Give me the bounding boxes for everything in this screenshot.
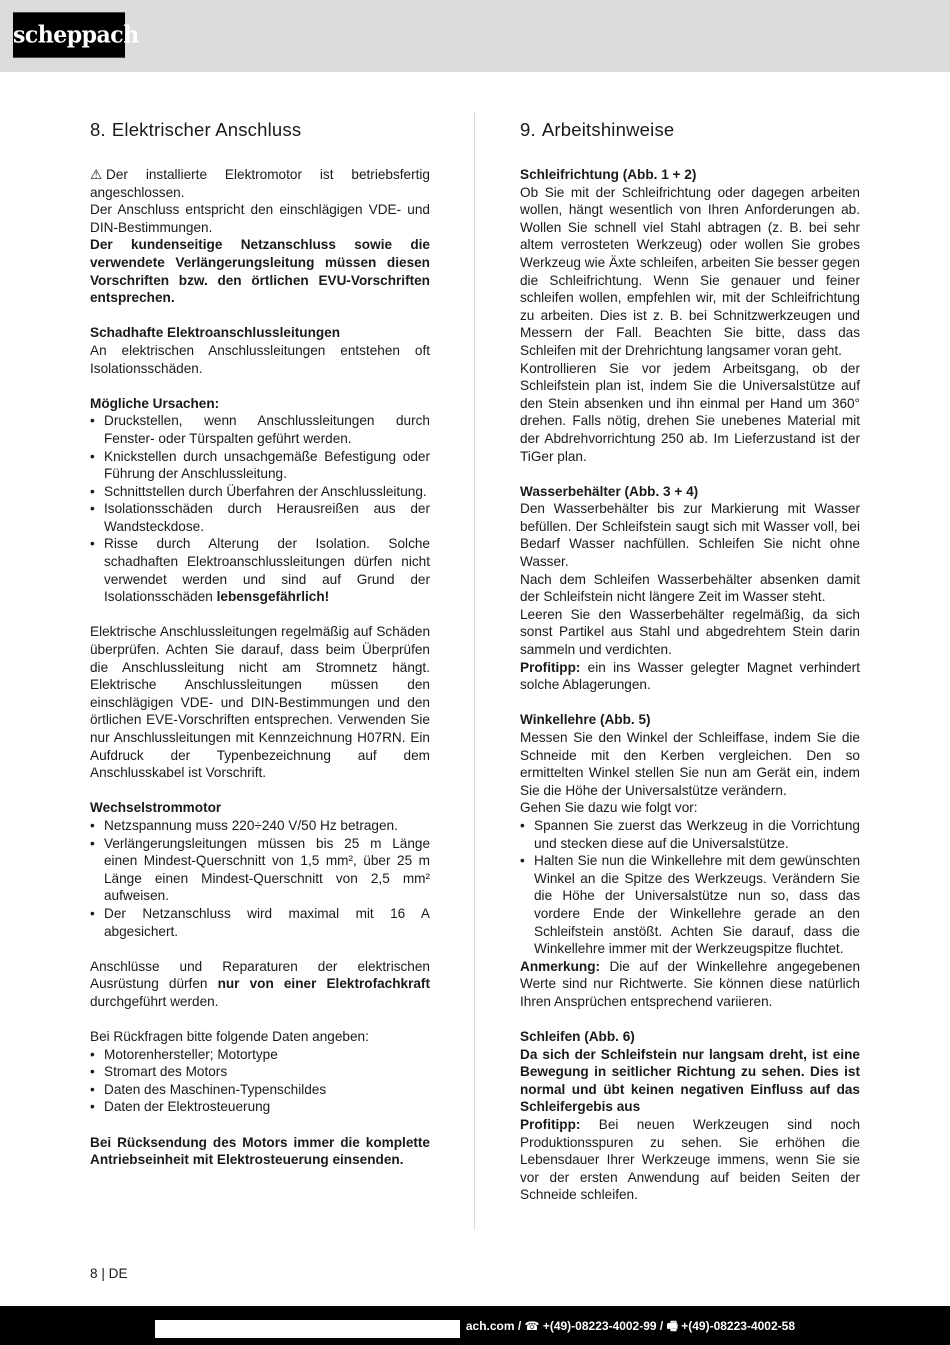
paragraph-angle-steps-intro: Gehen Sie dazu wie folgt vor: bbox=[520, 800, 698, 816]
contact-info: ach.com / ☎ +(49)-08223-4002-99 / 🖷 +(49)-08223-4002-58 bbox=[465, 1319, 795, 1333]
page-number: 8 | DE bbox=[90, 1266, 128, 1281]
paragraph-control-stone: Kontrollieren Sie vor jedem Arbeitsgang, ob der Schleifstein plan ist, indem Sie die Universalstütze auf den Stein absenken und ihn einmal per Hand um 360° drehen. Falls nötig, drehen Sie unebenes Material mit der Abdrehvorrichtung 250 ab. Im Lieferzustand ist der TiGer plan. bbox=[520, 360, 860, 464]
list-item: • Spannen Sie zuerst das Werkzeug in die Vorrichtung und stecken diese auf die Universalstütze. bbox=[520, 817, 860, 852]
heading-angle-gauge: Winkellehre (Abb. 5) bbox=[520, 712, 651, 728]
list-item: • Daten der Elektrosteuerung bbox=[90, 1098, 430, 1116]
angle-steps-list bbox=[520, 817, 860, 958]
list-item: • Risse durch Alterung der Isolation. Solche schadhaften Elektroanschlussleitungen dürfen nicht verwendet werden und sind auf Grund der Isolationsschäden lebensgefährlich! bbox=[90, 535, 430, 605]
list-item: • Netzspannung muss 220÷240 V/50 Hz betragen. bbox=[90, 817, 430, 835]
list-item: • Halten Sie nun die Winkellehre mit dem gewünschten Winkel an die Spitze des Werkzeugs. Verändern Sie die Höhe der Universalstütze nun so, dass das vordere Ende der Winkellehre gerade an den Schleifstein anstößt. Achten Sie darauf, dass die Winkellehre immer mit der Werkzeugspitze fluchtet. bbox=[520, 852, 860, 958]
list-item: • Verlängerungsleitungen müssen bis 25 m Länge einen Mindest-Querschnitt von 1,5 mm², über 25 m Länge einen Mindest-Querschnitt von 2,5 mm² aufweisen. bbox=[90, 835, 430, 905]
list-item: • Der Netzanschluss wird maximal mit 16 A abgesichert. bbox=[90, 905, 430, 940]
list-item: • Motorenhersteller; Motortype bbox=[90, 1046, 430, 1064]
column-divider bbox=[474, 112, 475, 1230]
paragraph-repairs: Anschlüsse und Reparaturen der elektrischen Ausrüstung dürfen nur von einer Elektrofachkraft durchgeführt werden. bbox=[90, 958, 430, 1009]
list-item: • Knickstellen durch unsachgemäße Befestigung oder Führung der Anschlussleitung. bbox=[90, 448, 430, 483]
paragraph-queries: Bei Rückfragen bitte folgende Daten angeben: bbox=[90, 1029, 369, 1045]
list-item: • Schnittstellen durch Überfahren der Anschlussleitung. bbox=[90, 483, 430, 501]
paragraph-damaged-cables: An elektrischen Anschlussleitungen entstehen oft Isolationsschäden. bbox=[90, 342, 430, 376]
heading-ac-motor: Wechselstrommotor bbox=[90, 800, 222, 816]
paragraph-motor-return: Bei Rücksendung des Motors immer die komplette Antriebseinheit mit Elektrosteuerung einsenden. bbox=[90, 1134, 430, 1168]
section-title-work-instructions: 9. Arbeitshinweise bbox=[520, 119, 675, 140]
heading-damaged-cables: Schadhafte Elektroanschlussleitungen bbox=[90, 325, 341, 341]
paragraph-water-fill: Den Wasserbehälter bis zur Markierung mit Wasser befüllen. Der Schleifstein saugt sich mit Wasser voll, bei Bedarf Wasser nachfüllen. Schleifen Sie nicht ohne Wasser. bbox=[520, 501, 860, 570]
paragraph-vde: Der Anschluss entspricht den einschlägigen VDE- und DIN-Bestimmungen. bbox=[90, 202, 430, 235]
heading-grinding-direction: Schleifrichtung (Abb. 1 + 2) bbox=[520, 167, 697, 182]
paragraph-water-tip: Profitipp: ein ins Wasser gelegter Magnet verhindert solche Ablagerungen. bbox=[520, 659, 860, 693]
paragraph-check-cables: Elektrische Anschlussleitungen regelmäßig auf Schäden überprüfen. Achten Sie darauf, dass beim Überprüfen die Anschlussleitung nicht am Stromnetz hängt. Elektrische Anschlussleitungen müssen den einschlägigen VDE- und DIN-Bestimmungen und den örtlichen EVE-Vorschriften entsprechen. Verwenden Sie nur Anschlussleitungen mit Kennzeichnung H07RN. Ein Aufdruck der Typenbezeichnung auf dem Anschlusskabel ist Vorschrift. bbox=[90, 624, 430, 781]
paragraph-water-empty: Leeren Sie den Wasserbehälter regelmäßig, da sich sonst Partikel aus Stahl und abgedrehtem Stein darin sammeln und verdichten. bbox=[520, 606, 860, 658]
header-bar bbox=[0, 0, 950, 72]
list-item: • Druckstellen, wenn Anschlussleitungen durch Fenster- oder Türspalten geführt werden. bbox=[90, 412, 430, 447]
section-electrical bbox=[90, 118, 430, 1169]
paragraph-water-lower: Nach dem Schleifen Wasserbehälter absenken damit der Schleifstein nicht längere Zeit im Wasser steht. bbox=[520, 571, 860, 605]
motor-list bbox=[90, 817, 430, 940]
section-title-electrical: 8. Elektrischer Anschluss bbox=[90, 119, 302, 140]
heading-grinding: Schleifen (Abb. 6) bbox=[520, 1029, 635, 1045]
causes-list bbox=[90, 412, 430, 606]
section-work-instructions bbox=[520, 118, 860, 1204]
paragraph-grinding-bold: Da sich der Schleifstein nur langsam dreht, ist eine Bewegung in seitlicher Richtung zu sehen. Dies ist normal und übt keinen negativen Einfluss auf das Schleifergebis aus bbox=[520, 1046, 860, 1115]
paragraph-note: Anmerkung: Die auf der Winkellehre angegebenen Werte sind nur Richtwerte. Sie können diese natürlich Ihren Ansprüchen entsprechend variieren. bbox=[520, 958, 861, 1009]
queries-list bbox=[90, 1046, 430, 1116]
paragraph-regulations: Der kundenseitige Netzanschluss sowie die verwendete Verlängerungsleitung müssen diesen Vorschriften bzw. den örtlichen EVU-Vorschriften entsprechen. bbox=[90, 237, 430, 306]
scheppach-logo: scheppach bbox=[13, 12, 125, 57]
paragraph-angle-gauge: Messen Sie den Winkel der Schleiffase, indem Sie die Schneide mit den Kerben vergleichen. Den so ermittelten Winkel stellen Sie nun am Gerät ein, indem Sie die Höhe der Universalstütze verändern. bbox=[520, 730, 860, 798]
warning-triangle-icon: ⚠ bbox=[90, 167, 103, 182]
list-item: • Daten des Maschinen-Typenschildes bbox=[90, 1081, 430, 1099]
paragraph-grinding-direction: Ob Sie mit der Schleifrichtung oder dagegen arbeiten wollen, hängt wesentlich von Ihren Anforderungen ab. Wollen Sie schnell viel Stahl abtragen (z. B. bei sehr altem verrosteten Werkzeug) oder wollen Sie grobes Werkzeug wie Äxte schleifen, arbeiten Sie besser gegen die Schleifrichtung. Wenn Sie genauer und feiner schleifen wollen, empfehlen wir, mit der Schleifrichtung zu arbeiten. Dies ist z. B. bei Schnitzwerkzeugen und Messern der Fall. Beachten Sie bitte, dass das Schleifen mit der Drehrichtung langsamer voran geht. bbox=[520, 184, 860, 358]
warning-paragraph: ⚠ Der installierte Elektromotor ist betriebsfertig angeschlossen. bbox=[90, 167, 430, 200]
list-item: • Stromart des Motors bbox=[90, 1063, 430, 1081]
heading-water-tank: Wasserbehälter (Abb. 3 + 4) bbox=[520, 483, 699, 499]
paragraph-grinding-tip: Profitipp: Bei neuen Werkzeugen sind noch Produktionsspuren zu sehen. Sie erhöhen die Lebensdauer Ihrer Werkzeuge immens, wenn Sie sie vor der ersten Anwendung auf beiden Seiten der Schneide schleifen. bbox=[520, 1117, 860, 1203]
heading-possible-causes: Mögliche Ursachen: bbox=[90, 395, 220, 411]
footer-bar bbox=[0, 1306, 950, 1345]
list-item: • Isolationsschäden durch Herausreißen aus der Wandsteckdose. bbox=[90, 500, 430, 535]
